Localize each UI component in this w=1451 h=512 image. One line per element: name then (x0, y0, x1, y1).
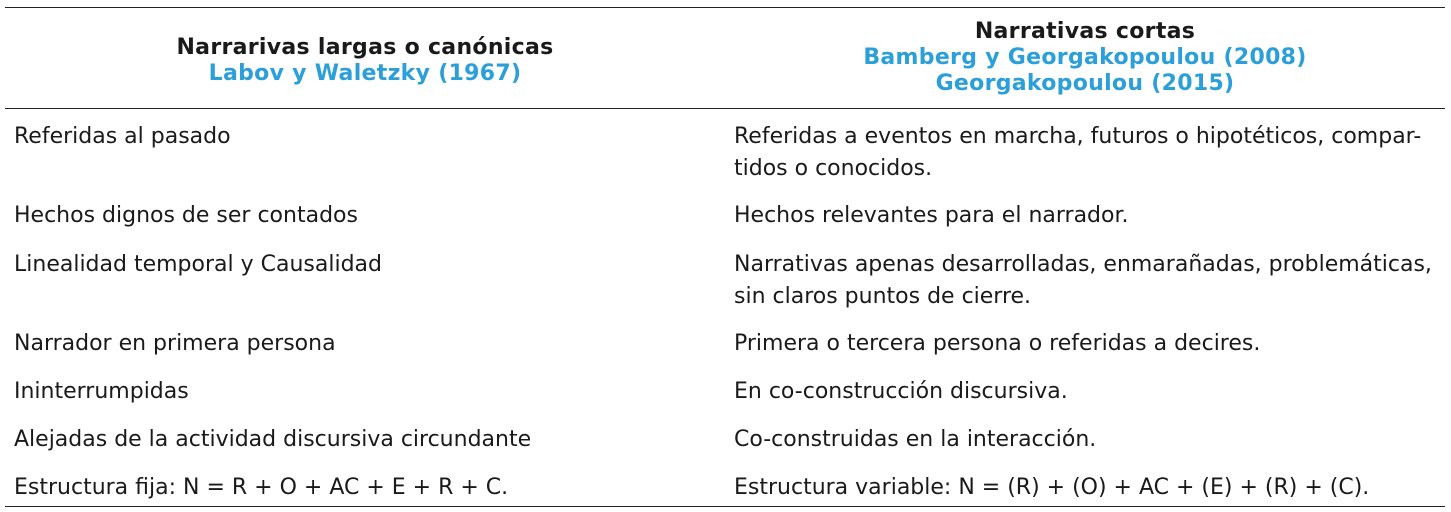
table-bottom-rule (5, 506, 1445, 507)
row-right-cell (734, 200, 1438, 232)
row-left-cell: Narrador en primera persona (14, 331, 336, 356)
header-right-title: Narrativas cortas (974, 18, 1196, 44)
header-right-cell (725, 7, 1445, 108)
row-left-cell: Estructura fija: N = R + O + AC + E + R + C. (14, 475, 509, 500)
header-right-reference-1: Bamberg y Georgakopoulou (2008) (863, 44, 1307, 70)
row-left-cell: Referidas al pasado (14, 124, 231, 149)
row-right-line: Primera o tercera persona o referidas a decires. (734, 331, 1261, 356)
header-left-reference: Labov y Waletzky (1967) (208, 60, 522, 86)
header-right-reference-2: Georgakopoulou (2015) (935, 70, 1235, 96)
row-right-line: Estructura variable: N = (R) + (O) + AC + (E) + (R) + (C). (734, 475, 1370, 500)
row-left-cell: Alejadas de la actividad discursiva circundante (14, 427, 532, 452)
header-bottom-rule (5, 108, 1445, 109)
row-left-cell: Ininterrumpidas (14, 379, 189, 404)
row-right-line: Referidas a eventos en marcha, futuros o hipotéticos, compar- (734, 124, 1422, 149)
row-left-cell: Linealidad temporal y Causalidad (14, 252, 382, 277)
row-right-cell (734, 472, 1438, 504)
comparison-table (5, 7, 1445, 507)
row-right-cell (734, 249, 1438, 313)
row-left-cell: Hechos dignos de ser contados (14, 203, 358, 228)
row-right-line: Narrativas apenas desarrolladas, enmarañadas, problemáticas, (734, 252, 1432, 277)
row-right-cell (734, 328, 1438, 360)
row-right-line: En co-construcción discursiva. (734, 379, 1068, 404)
row-right-cell (734, 121, 1438, 185)
row-right-line: tidos o conocidos. (734, 156, 933, 181)
row-right-cell (734, 376, 1438, 408)
header-left-cell (5, 7, 725, 108)
row-right-line: sin claros puntos de cierre. (734, 284, 1032, 309)
row-right-cell (734, 424, 1438, 456)
row-right-line: Hechos relevantes para el narrador. (734, 203, 1129, 228)
header-left-title: Narrarivas largas o canónicas (176, 34, 554, 60)
row-right-line: Co-construidas en la interacción. (734, 427, 1097, 452)
